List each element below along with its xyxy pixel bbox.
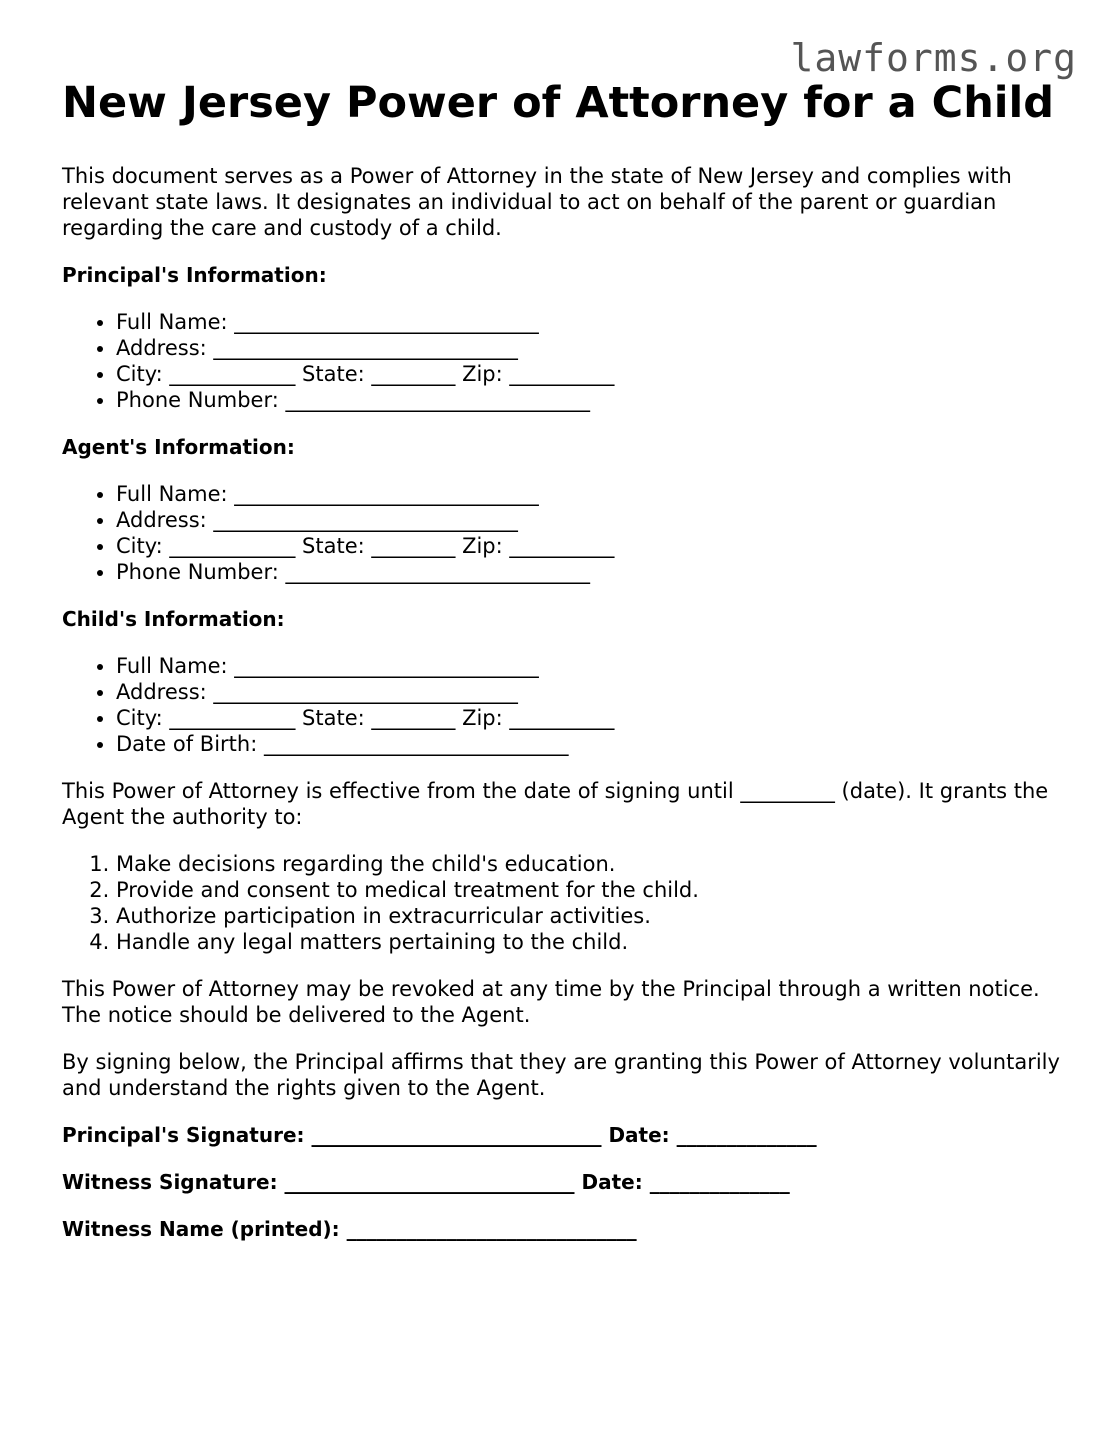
child-city-state-zip-field: • City: ____________ State: ________ Zip: __________ xyxy=(116,705,1062,731)
child-dob-field: • Date of Birth: _____________________________ xyxy=(116,731,1062,757)
witness-name-line: Witness Name (printed): _____________________________ xyxy=(62,1217,637,1241)
agent-phone-field: • Phone Number: _____________________________ xyxy=(116,559,1062,585)
principal-info-list xyxy=(62,309,1062,413)
effective-paragraph: This Power of Attorney is effective from the date of signing until _________ (date). It grants the Agent the authority to: xyxy=(62,779,1049,829)
child-info-list xyxy=(62,653,1062,757)
authority-item: 4. Handle any legal matters pertaining to the child. xyxy=(116,929,1062,955)
document-title: New Jersey Power of Attorney for a Child xyxy=(62,78,1055,128)
watermark: lawforms.org xyxy=(790,36,1077,80)
affirmation-paragraph: By signing below, the Principal affirms that they are granting this Power of Attorney voluntarily and understand the rights given to the Agent. xyxy=(62,1050,1060,1100)
principal-full-name-field: • Full Name: _____________________________ xyxy=(116,309,1062,335)
authorities-list xyxy=(62,851,1062,955)
principal-signature-line: Principal's Signature: _____________________________ Date: ______________ xyxy=(62,1123,817,1147)
revocation-paragraph: This Power of Attorney may be revoked at any time by the Principal through a written notice. The notice should be delivered to the Agent. xyxy=(62,977,1040,1027)
document-page xyxy=(62,78,1062,1263)
principal-phone-field: • Phone Number: _____________________________ xyxy=(116,387,1062,413)
child-full-name-field: • Full Name: _____________________________ xyxy=(116,653,1062,679)
agent-address-field: • Address: _____________________________ xyxy=(116,507,1062,533)
principal-info-heading: Principal's Information: xyxy=(62,263,327,287)
agent-info-list xyxy=(62,481,1062,585)
agent-city-state-zip-field: • City: ____________ State: ________ Zip: __________ xyxy=(116,533,1062,559)
child-address-field: • Address: _____________________________ xyxy=(116,679,1062,705)
authority-item: 3. Authorize participation in extracurricular activities. xyxy=(116,903,1062,929)
principal-address-field: • Address: _____________________________ xyxy=(116,335,1062,361)
witness-signature-line: Witness Signature: _____________________________ Date: ______________ xyxy=(62,1170,790,1194)
principal-city-state-zip-field: • City: ____________ State: ________ Zip: __________ xyxy=(116,361,1062,387)
child-info-heading: Child's Information: xyxy=(62,607,285,631)
intro-paragraph: This document serves as a Power of Attorney in the state of New Jersey and complies with relevant state laws. It designates an individual to act on behalf of the parent or guardian regarding the care and custody of a child. xyxy=(62,164,1012,240)
agent-info-heading: Agent's Information: xyxy=(62,435,295,459)
authority-item: 2. Provide and consent to medical treatment for the child. xyxy=(116,877,1062,903)
authority-item: 1. Make decisions regarding the child's education. xyxy=(116,851,1062,877)
agent-full-name-field: • Full Name: _____________________________ xyxy=(116,481,1062,507)
